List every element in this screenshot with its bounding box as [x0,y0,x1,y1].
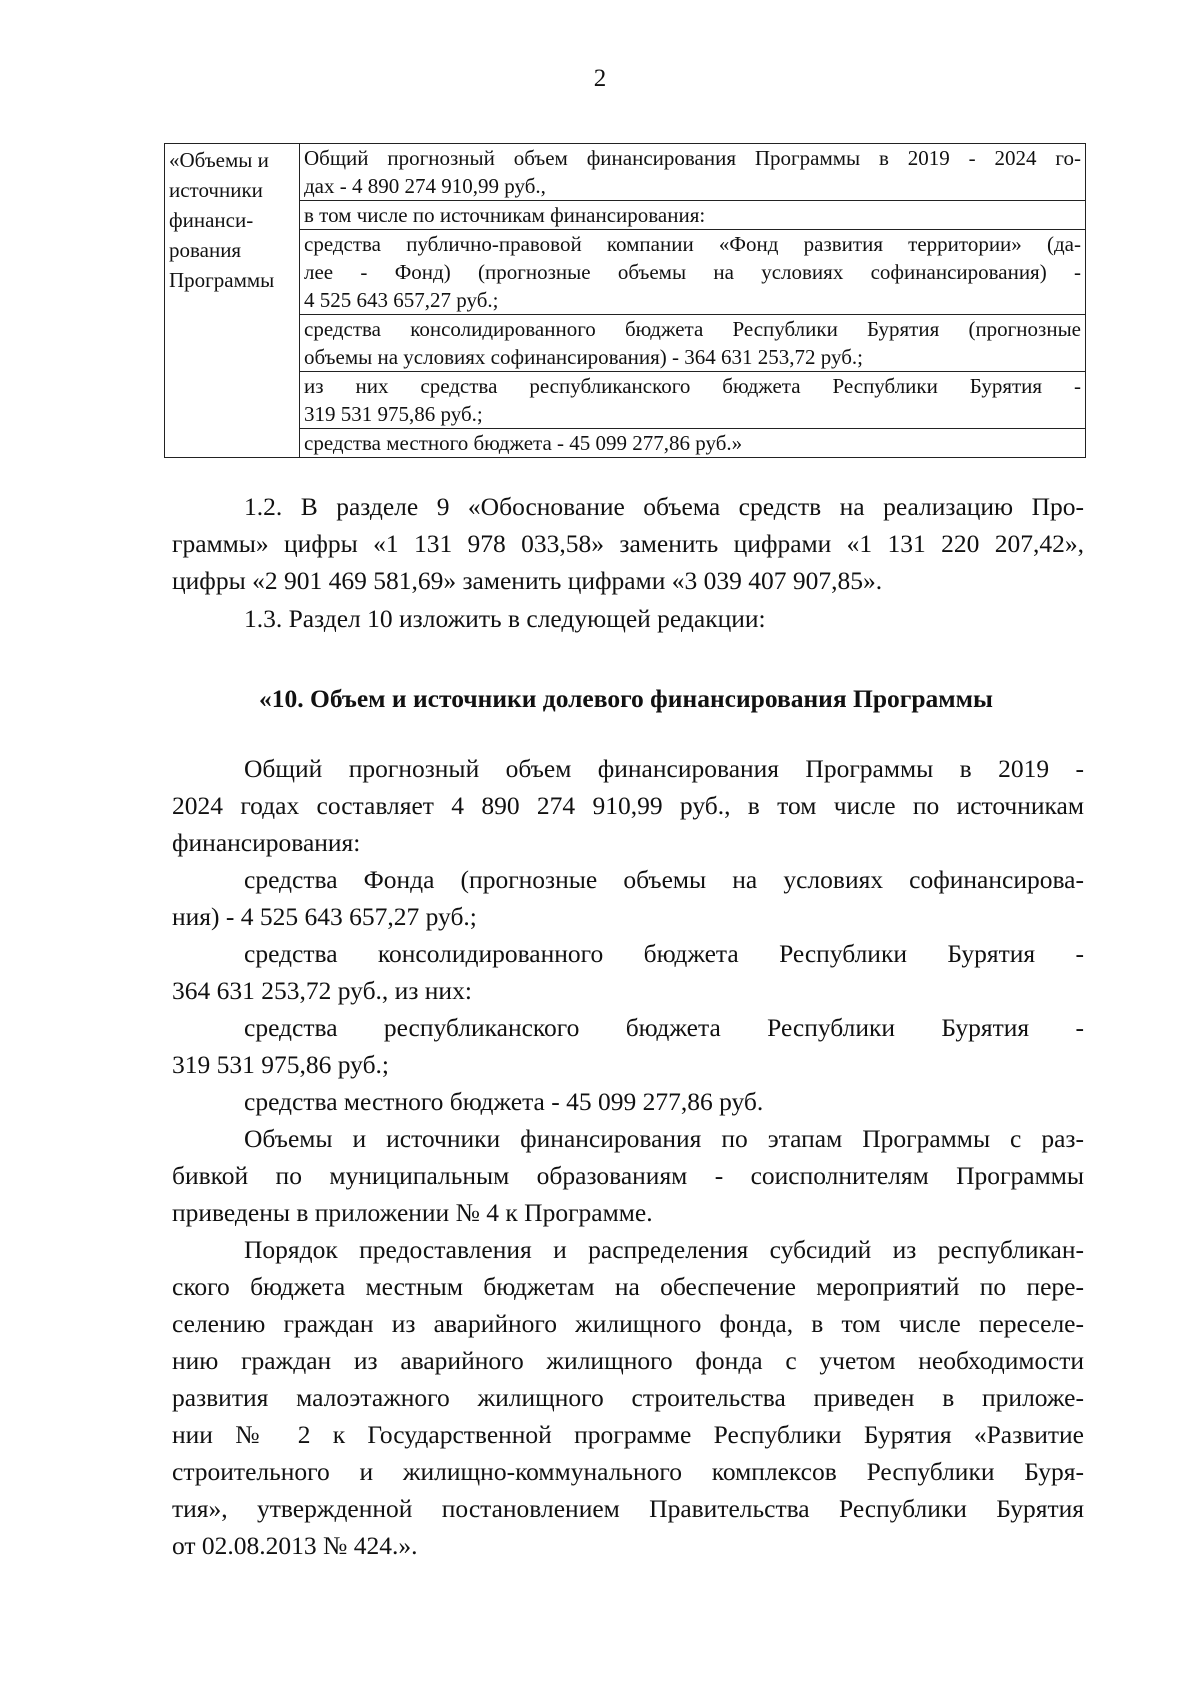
paragraph [172,935,1084,1009]
text-line: Объемы и источники финансирования по этапам Программы с раз- [244,1124,1084,1153]
section-heading: «10. Объем и источники долевого финансирования Программы [259,684,993,713]
label-line: финанси- [169,208,254,232]
paragraph [172,1083,1084,1120]
table-label-cell [165,144,300,458]
text-line: Порядок предоставления и распределения субсидий из республикан- [244,1235,1084,1264]
value-line: в том числе по источникам финансирования: [300,200,1085,229]
text-line: нии № 2 к Государственной программе Республики Бурятия «Развитие [172,1420,1084,1449]
paragraph [172,1231,1084,1564]
text-line: средства республиканского бюджета Республики Бурятия - [244,1013,1084,1042]
paragraph [172,1009,1084,1083]
text-line: 319 531 975,86 руб.; [172,1050,390,1079]
text-line: средства консолидированного бюджета Республики Бурятия - [244,939,1084,968]
value-line: Общий прогнозный объем финансирования Программы в 2019 - 2024 го- [304,146,1081,170]
label-line: рования [169,238,242,262]
value-line: 319 531 975,86 руб.; [304,402,483,426]
text-line: строительного и жилищно-коммунального комплексов Республики Буря- [172,1457,1084,1486]
text-line: средства местного бюджета - 45 099 277,86 руб. [244,1087,764,1116]
text-line: тия», утвержденной постановлением Правительства Республики Бурятия [172,1494,1084,1523]
value-line: 4 525 643 657,27 руб.; [304,288,499,312]
value-line: объемы на условиях софинансирования) - 364 631 253,72 руб.; [304,345,863,369]
text-line: 1.2. В разделе 9 «Обоснование объема средств на реализацию Про- [244,492,1084,521]
value-line: дах - 4 890 274 910,99 руб., [304,174,546,198]
text-line: селению граждан из аварийного жилищного фонда, в том числе переселе- [172,1309,1084,1338]
text-line: 1.3. Раздел 10 изложить в следующей редакции: [244,604,766,633]
text-line: от 02.08.2013 № 424.». [172,1531,418,1560]
text-line: нию граждан из аварийного жилищного фонда с учетом необходимости [172,1346,1084,1375]
item-1-2 [172,488,1084,599]
text-line: финансирования: [172,828,361,857]
text-line: приведены в приложении № 4 к Программе. [172,1198,653,1227]
value-line: средства консолидированного бюджета Республики Бурятия (прогнозные [300,314,1085,343]
label-line: «Объемы и [169,148,269,172]
value-line: из них средства республиканского бюджета Республики Бурятия - [300,371,1085,400]
paragraph [172,750,1084,861]
table-row [165,144,1086,458]
label-line: источники [169,178,263,202]
value-line: средства местного бюджета - 45 099 277,86 руб.» [300,428,1085,457]
text-line: развития малоэтажного жилищного строительства приведен в приложе- [172,1383,1084,1412]
text-line: бивкой по муниципальным образованиям - соисполнителям Программы [172,1161,1084,1190]
item-1-3 [172,600,1084,637]
text-line: 364 631 253,72 руб., из них: [172,976,472,1005]
text-line: цифры «2 901 469 581,69» заменить цифрами «3 039 407 907,85». [172,566,883,595]
passport-table [164,143,1086,458]
text-line: Общий прогнозный объем финансирования Программы в 2019 - [244,754,1084,783]
text-line: граммы» цифры «1 131 978 033,58» заменить цифрами «1 131 220 207,42», [172,529,1084,558]
paragraph [172,861,1084,935]
text-line: ния) - 4 525 643 657,27 руб.; [172,902,477,931]
table-value-cell [300,144,1086,458]
value-line: лее - Фонд) (прогнозные объемы на условиях софинансирования) - [304,260,1081,284]
value-line: средства публично-правовой компании «Фонд развития территории» (да- [300,229,1085,258]
text-line: средства Фонда (прогнозные объемы на условиях софинансирова- [244,865,1084,894]
text-line: ского бюджета местным бюджетам на обеспечение мероприятий по пере- [172,1272,1084,1301]
text-line: 2024 годах составляет 4 890 274 910,99 руб., в том числе по источникам [172,791,1084,820]
paragraph [172,1120,1084,1231]
label-line: Программы [169,268,275,292]
page-number: 2 [593,65,607,92]
